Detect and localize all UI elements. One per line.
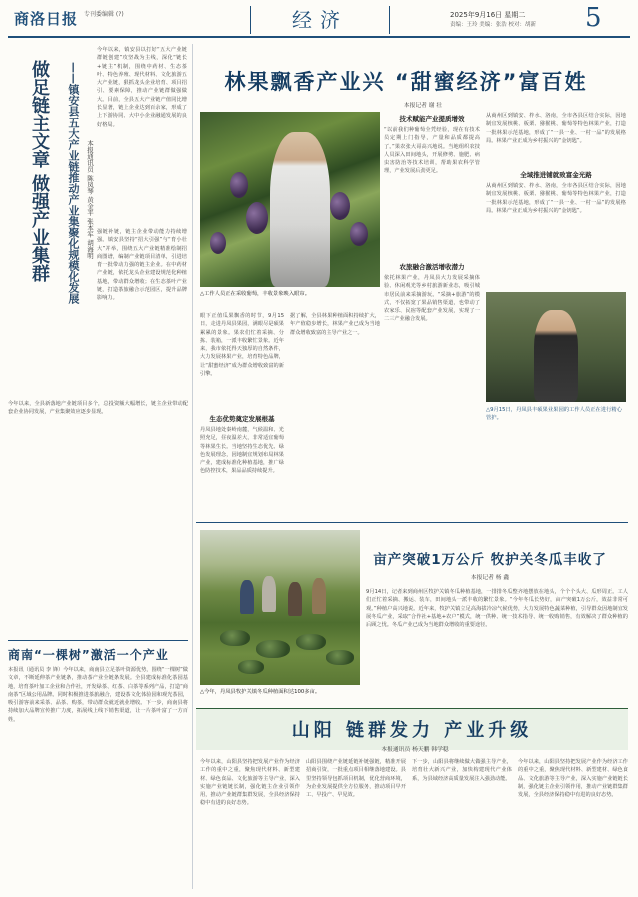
left-bottom-title: 商南“一棵树”激活一个产业 (8, 648, 169, 662)
melon-photo (200, 530, 360, 685)
left-story-body-3: 今年以来，全县新落地产业链项目多个，总投资额大幅增长，链主企业带动配套企业协同发展，产业集聚效应逐步显现。 (8, 401, 188, 416)
bottom-story-title: 山阳 链群发力 产业升级 (291, 720, 533, 741)
main-story-subhead-4: 全域推进铺就致富金光路 (520, 171, 592, 179)
worker-figure (270, 132, 330, 287)
header-rule (8, 36, 630, 38)
main-story-byline: 本报记者 谢 壮 (403, 103, 443, 109)
grape-photo-caption: △工作人员正在采收葡萄，丰收景象映入眼帘。 (200, 291, 311, 297)
left-bottom-divider (8, 640, 188, 641)
section-title: 经济 (250, 6, 390, 34)
worker-figure (534, 310, 578, 402)
melon-photo-caption: △今年，丹凤县牧护关镇冬瓜种植面积达100多亩。 (200, 689, 321, 695)
worker-figure (262, 576, 276, 612)
main-story-title: 林果飘香产业兴 “甜蜜经济”富百姓 (224, 70, 588, 94)
winter-melon (256, 640, 290, 658)
winter-melon (326, 650, 354, 665)
page-number: 5 (585, 3, 602, 33)
worker-figure (288, 582, 302, 616)
main-story-body-4: 依托林果产业，丹凤县大力发展采摘体验、休闲观光等乡村旅游新业态，吸引城市居民前来采摘游玩。“采摘+旅游”的模式，不仅拓宽了果品销售渠道，也带动了农家乐、民宿等配套产业发展，实现了一二三产业融合发展。 (384, 275, 480, 323)
melon-story-body: 9月14日，记者来到商州区牧护关镇冬瓜种植基地，一排排冬瓜整齐地摆放在地头，个个个头大、瓜形周正。工人们正忙着采摘、搬运、装车，田间地头一派丰收的繁忙景象。“今年冬瓜长势好，亩产突破1万公斤，效益非常可观。”种植户高兴地说。近年来，牧护关镇立足高海拔冷凉气候优势，大力发展特色蔬菜种植，引导群众因地制宜发展冬瓜产业，采取“合作社+基地+农户”模式，统一供种、统一技术指导、统一收购销售，有效解决了群众种植的后顾之忧。冬瓜产业已成为当地群众增收的重要途径。 (366, 589, 628, 629)
main-story-body-2: 丹凤县地处秦岭南麓，气候温和、光照充足，昼夜温差大，非常适宜葡萄等林果生长。当地坚持生态优先、绿色发展理念，因地制宜规划布局林果产业，建成标准化种植基地，推广绿色防控技术，果品品质持续提升。 (200, 427, 284, 475)
main-story-body-6b: 从商州区到镇安、柞水、洛南，全市各县区结合实际，因地制宜发展核桃、板栗、猕猴桃、葡萄等特色林果产业，打造一批林果示范基地，形成了“一县一业、一村一品”的发展格局。林果产业正成为乡村振兴的“金钥匙”。 (486, 183, 626, 214)
grape-cluster (330, 192, 350, 220)
bottom-story-body-4: 今年以来，山阳县坚持把发展产业作为经济工作的重中之重，聚焦现代材料、新型建材、绿色食品、文化旅游等主导产业，深入实施产业链链长制，强化链主企业引领作用，推动产业链群集群发展，全县经济保持稳中有进的良好态势。 (518, 759, 628, 799)
left-story-title: 做足链主文章 做强产业集群 (29, 60, 50, 283)
main-story-body-1: 眼下正值瓜果飘香的时节，9月15日，走进丹凤县果园，满眼尽是硕果累累的景象。果农们忙着采摘、分拣、装箱，一派丰收繁忙景象。近年来，我市依托得天独厚的自然条件，大力发展林果产业，培育特色品牌，让“甜蜜经济”成为群众增收致富的新引擎。 (200, 313, 284, 378)
grape-cluster (350, 222, 368, 246)
story-divider (196, 522, 628, 523)
main-story-body-3: “以前我们种葡萄全凭经验，现在有技术员定期上门指导，产量和品质都提高了。”果农张大哥高兴地说。当地组织农技人员深入田间地头，开展修剪、施肥、病虫害防治等技术培训，帮助果农科学管理，产业发展后劲更足。 (384, 127, 480, 175)
left-story-byline: 本报通讯员 陈凤琴 黄金平 张本军 胡海明 (86, 140, 94, 259)
editor-meta: 责编：王玲 美编：张浩 校对：胡新 (450, 22, 536, 28)
bottom-story-body-2: 山阳县围绕产业链延链补链强链，精准开展招商引资，一批重点项目相继落地建设。县里坚持领导包抓项目机制，优化营商环境，为企业发展提供全方位服务，推动项目早开工、早投产、早见效。 (306, 759, 406, 799)
bottom-story-body-3: 下一步，山阳县将继续做大做强主导产业，培育壮大新兴产业，加快构建现代产业体系，为县域经济高质量发展注入强劲动能。 (412, 759, 512, 782)
main-story-subhead-2: 技术赋能产业提质增效 (399, 115, 465, 123)
left-story-subtitle: ——镇安县五大产业链推动产业集聚化规模化发展 (67, 62, 80, 304)
masthead: 商洛日报 (14, 10, 79, 28)
bottom-story-byline: 本报通讯员 杨天鹏 韩学稳 (381, 747, 449, 753)
grape-cluster (246, 202, 268, 234)
main-story-subhead-3: 农旅融合激活增收潜力 (399, 263, 465, 271)
main-story-body-5: 据了解，全县林果种植面积持续扩大，年产值稳步增长，林果产业已成为当地群众增收致富的主导产业之一。 (290, 313, 380, 336)
worker-figure (240, 580, 254, 614)
melon-story-title: 亩产突破1万公斤 牧护关冬瓜丰收了 (373, 552, 607, 568)
winter-melon (296, 634, 326, 650)
main-story-body-6: 从商州区到镇安、柞水、洛南，全市各县区结合实际，因地制宜发展核桃、板栗、猕猴桃、葡萄等特色林果产业，打造一批林果示范基地，形成了“一县一业、一村一品”的发展格局。林果产业正成为乡村振兴的“金钥匙”。 (486, 113, 626, 144)
melon-story-byline: 本报记者 杨 鑫 (470, 575, 510, 581)
issue-date: 2025年9月16日 星期二 (450, 11, 526, 19)
winter-melon (220, 630, 250, 646)
main-story-subhead-1: 生态优势奠定发展根基 (209, 415, 275, 423)
orchard-photo (486, 292, 626, 402)
left-bottom-body: 本报讯（通讯员 李 锋）今年以来，商南县立足茶叶资源优势，围绕“一棵树”做文章，不断延伸茶产业链条，推动茶产业全链条发展。全县建成标准化茶园基地，培育茶叶加工企业和合作社，开发绿茶、红茶、白茶等系列产品，打造“商南茶”区域公用品牌。同时积极推进茶旅融合，建设茶文化体验园和观光茶园，吸引游客前来采茶、品茶、购茶，带动群众就近就业增收。下一步，商南县将持续加大品牌宣传推广力度，拓展线上线下销售渠道，让一片茶叶富了一方百姓。 (8, 667, 188, 723)
main-story-body-5b (384, 408, 480, 516)
bottom-story-body-1: 今年以来，山阳县坚持把发展产业作为经济工作的重中之重，聚焦现代材料、新型建材、绿色食品、文化旅游等主导产业，深入实施产业链链长制，强化链主企业引领作用，推动产业链群集群发展，全县经济保持稳中有进的良好态势。 (200, 759, 300, 807)
grape-cluster (230, 172, 248, 198)
masthead-sub: 专刊委编辑 (?) (84, 11, 124, 18)
left-story-body-2: 强链补链，链主企业带动能力持续增强。镇安县坚持“招大引强”与“育小壮大”并举，围绕五大产业链精准绘制招商图谱，编制产业链项目清单，引进培育一批带动力强的链主企业。在中药材产业链，依托龙头企业建设规范化种植基地，带动群众增收；在生态茶叶产业链，打造茶旅融合示范园区，提升品牌影响力。 (97, 229, 187, 302)
worker-figure (312, 578, 326, 614)
left-story-body-1: 今年以来，镇安县以打好“五大产业链群链创建”攻坚战为主线，深化“链长+链主”机制，围绕中药材、生态茶叶、特色养殖、现代材料、文化旅游五大产业链，狠抓龙头企业培育、项目招引、要素保障，推动产业链群做强做大。目前，全县五大产业链产值同比增长显著，链上企业达到百余家，形成了上下游协同、大中小企业融通发展的良好格局。 (97, 47, 187, 128)
column-separator (192, 44, 193, 889)
orchard-photo-caption: △9月15日，丹凤县丰硕果业果园的工作人员正在进行精心管护。 (486, 407, 623, 421)
grape-cluster (210, 232, 226, 254)
winter-melon (238, 660, 264, 674)
grape-photo (200, 112, 380, 287)
